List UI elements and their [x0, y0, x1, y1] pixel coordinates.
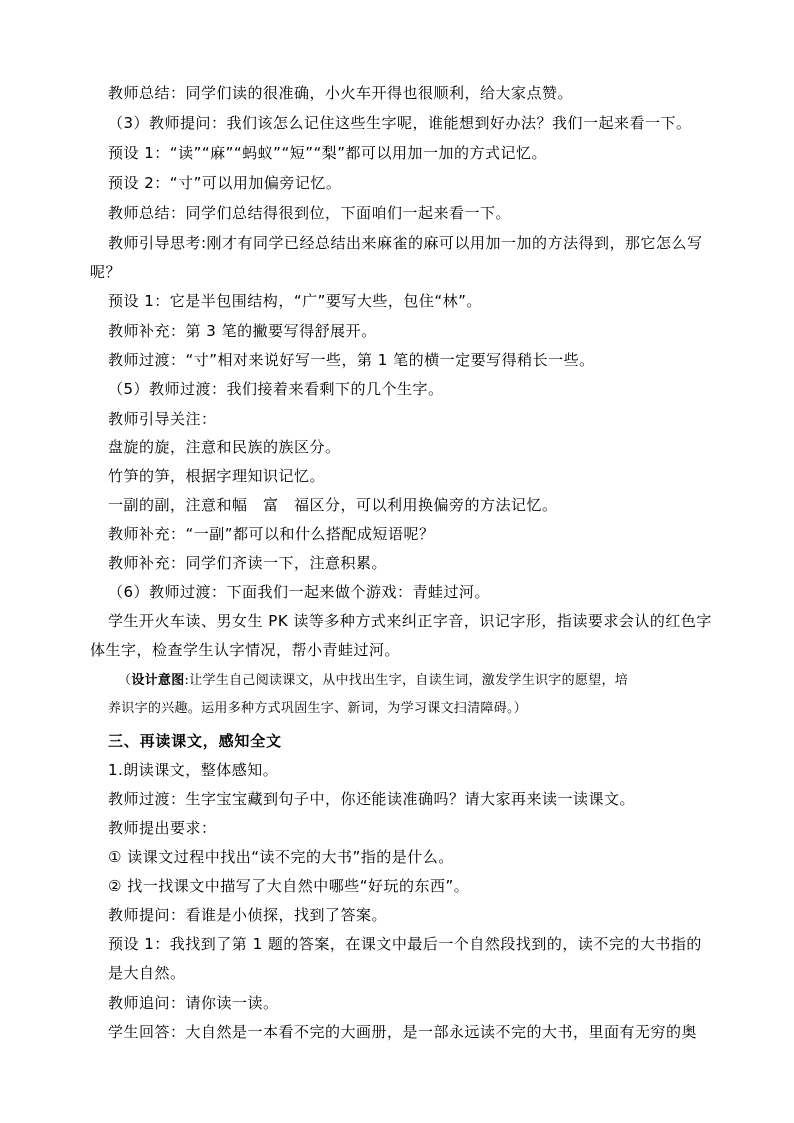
paragraph-line: 教师总结：同学们读的很准确，小火车开得也很顺利，给大家点赞。 [108, 84, 574, 102]
paragraph-line: 教师补充：“一副”都可以和什么搭配成短语呢？ [108, 525, 435, 543]
paragraph-line: 是大自然。 [108, 964, 186, 982]
paragraph-line: 教师过渡：“寸”相对来说好写一些，第 1 笔的横一定要写得稍长一些。 [108, 351, 595, 369]
paragraph-line: 教师补充：同学们齐读一下，注意积累。 [108, 554, 388, 572]
paragraph-line: 预设 2：“寸”可以用加偏旁记忆。 [108, 174, 342, 192]
paragraph-line: 教师引导思考:刚才有同学已经总结出来麻雀的麻可以用加一加的方法得到，那它怎么写 [108, 234, 703, 252]
paragraph-line: 教师引导关注： [108, 410, 217, 428]
paragraph-line: 学生回答：大自然是一本看不完的大画册，是一部永远读不完的大书，里面有无穷的奥 [108, 1023, 698, 1041]
paragraph-line: 教师提问：看谁是小侦探，找到了答案。 [108, 906, 388, 924]
paragraph-line: 教师追问：请你读一读。 [108, 994, 279, 1012]
paragraph-line: 呢？ [90, 263, 122, 281]
paragraph-line: （3）教师提问：我们该怎么记住这些生字呢，谁能想到好办法？我们一起来看一下。 [108, 114, 692, 132]
paragraph-line: ② 找一找课文中描写了大自然中哪些“好玩的东西”。 [108, 877, 470, 895]
paragraph-line: 学生开火车读、男女生 PK 读等多种方式来纠正字音，识记字形，指读要求会认的红色字 [108, 612, 712, 630]
section-heading: 三、再读课文，感知全文 [108, 732, 282, 750]
paragraph-line: （5）教师过渡：我们接着来看剩下的几个生字。 [108, 380, 444, 398]
paragraph-line: 1.朗读课文，整体感知。 [108, 761, 279, 779]
paragraph-line: 预设 1：我找到了第 1 题的答案，在课文中最后一个自然段找到的，读不完的大书指的 [108, 935, 702, 953]
design-note-line [118, 672, 628, 690]
paragraph-line: 教师总结：同学们总结得很到位，下面咱们一起来看一下。 [108, 204, 512, 222]
design-note-line: 养识字的兴趣。运用多种方式巩固生字、新词，为学习课文扫清障碍。） [108, 701, 528, 716]
paragraph-line: 预设 1：“读”“麻”“蚂蚁”“短”“梨”都可以用加一加的方式记忆。 [108, 144, 548, 162]
design-note-label: 设计意图 [131, 673, 185, 688]
paragraph-line: 体生字，检查学生认字情况，帮小青蛙过河。 [90, 641, 401, 659]
paragraph-line: （6）教师过渡：下面我们一起来做个游戏：青蛙过河。 [108, 583, 491, 601]
design-note-text: :让学生自己阅读课文，从中找出生字，自读生词，激发学生识字的愿望，培 [184, 673, 629, 688]
paragraph-line: ① 读课文过程中找出“读不完的大书”指的是什么。 [108, 848, 454, 866]
paragraph-line: 预设 1：它是半包围结构，“广”要写大些，包住“林”。 [108, 292, 482, 310]
design-note-open-paren: （ [118, 673, 132, 688]
paragraph-line: 教师补充：第 3 笔的撇要写得舒展开。 [108, 322, 377, 340]
paragraph-line: 教师过渡：生字宝宝藏到句子中，你还能读准确吗？请大家再来读一读课文。 [108, 790, 636, 808]
paragraph-line: 盘旋的旋，注意和民族的族区分。 [108, 438, 341, 456]
paragraph-line: 教师提出要求： [108, 819, 217, 837]
paragraph-line: 一副的副，注意和幅 富 福区分，可以利用换偏旁的方法记忆。 [108, 496, 558, 514]
paragraph-line: 竹笋的笋，根据字理知识记忆。 [108, 467, 326, 485]
